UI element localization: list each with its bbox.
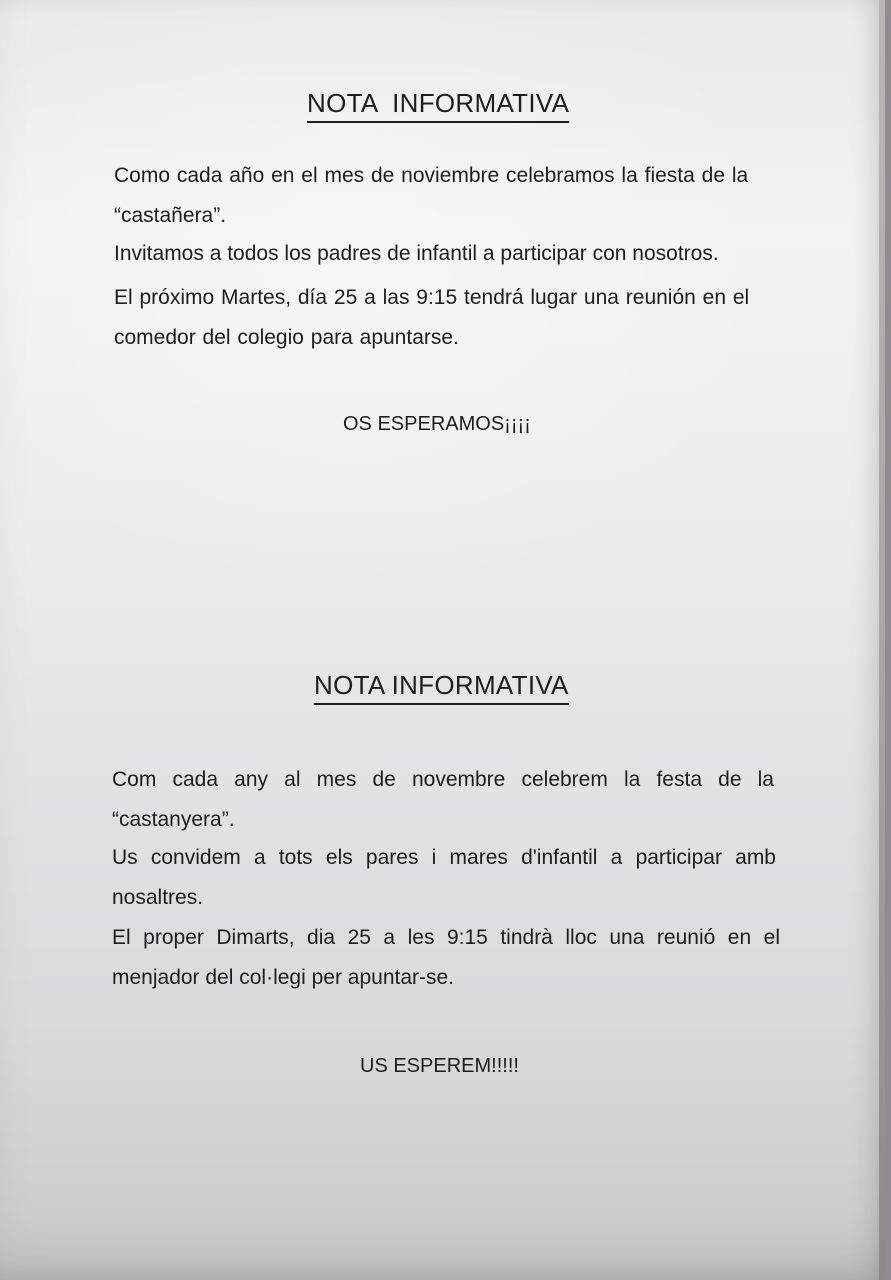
notice-ca-paragraph-1: Com cada any al mes de novembre celebrem la festa de la “castanyera”. [112,768,774,831]
notice-ca-closing: US ESPEREM!!!!! [360,1055,519,1077]
notice-es-title: NOTA INFORMATIVA [307,88,569,123]
notice-es-paragraph-1: Como cada año en el mes de noviembre celebramos la fiesta de la “castañera”. [114,164,749,227]
notice-ca-paragraph-2: Us convidem a tots els pares i mares d'infantil a participar amb nosaltres. [112,846,776,909]
notice-es-paragraph-2: Invitamos a todos los padres de infantil a participar con nosotros. [114,242,719,265]
notice-ca-title: NOTA INFORMATIVA [314,670,569,705]
notice-es-closing: OS ESPERAMOS¡¡¡¡ [343,413,531,435]
notice-ca-paragraph-3: El proper Dimarts, dia 25 a les 9:15 tindrà lloc una reunió en el menjador del col·legi per apuntar-se. [112,926,780,989]
paper-edge [879,0,885,1280]
notice-es-paragraph-3: El próximo Martes, día 25 a las 9:15 tendrá lugar una reunión en el comedor del colegio para apuntarse. [114,286,750,349]
